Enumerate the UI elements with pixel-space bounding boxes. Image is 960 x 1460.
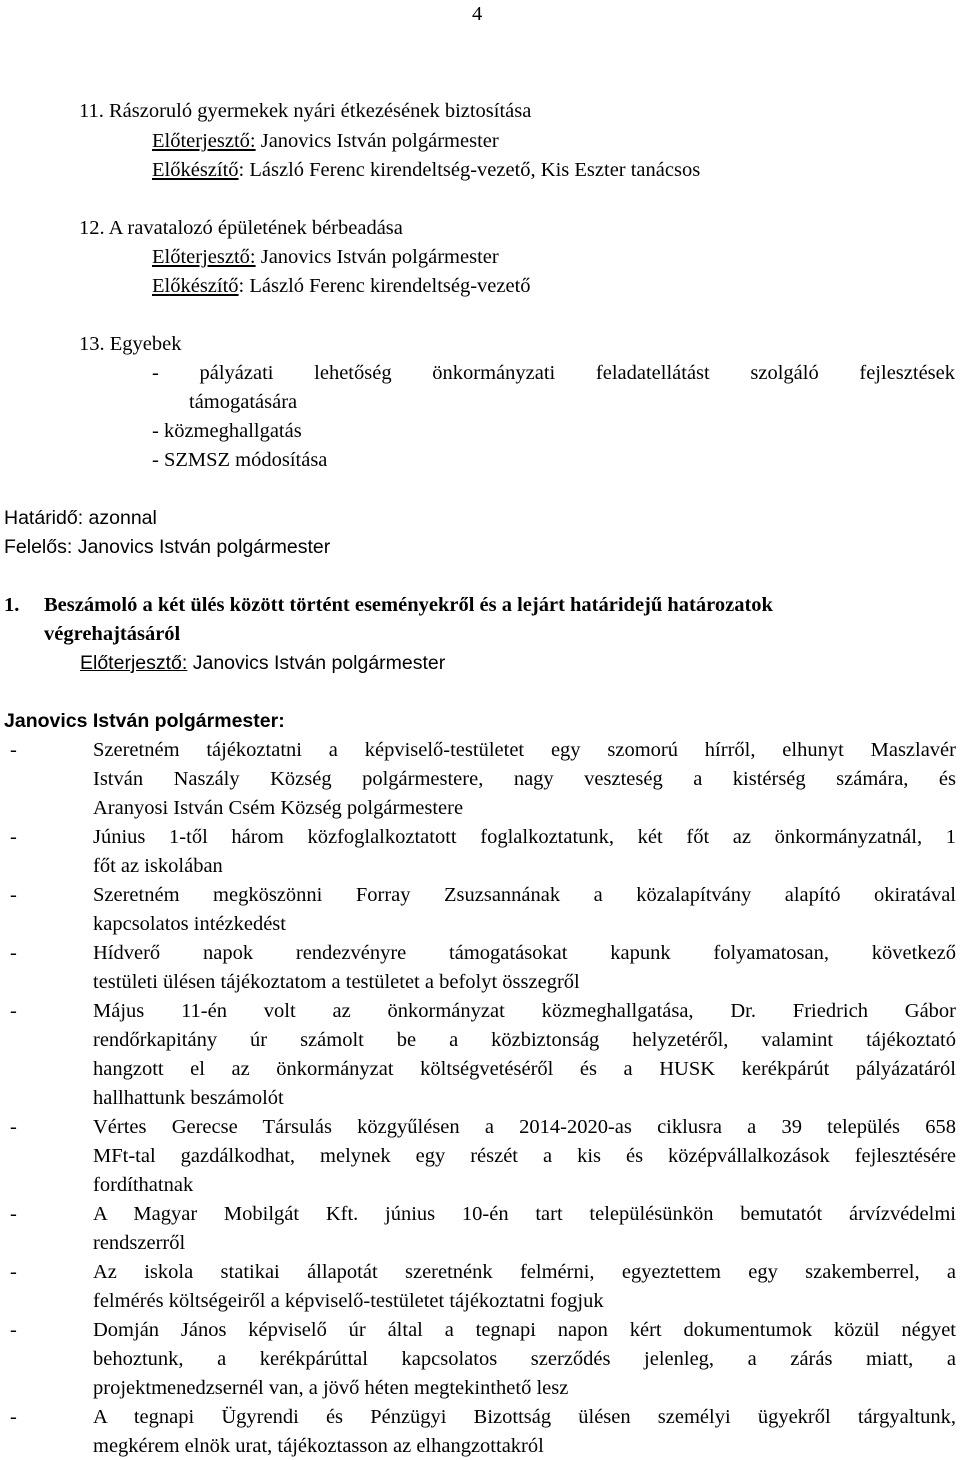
presenter-name: Janovics István polgármester — [255, 130, 499, 152]
bullet-text-line: Június 1-től három közfoglalkoztatott foglalkoztatunk, két főt az önkormányzatnál, 1 — [93, 826, 956, 848]
bullet-dash: - — [10, 942, 17, 964]
bullet-dash: - — [10, 826, 17, 848]
preparer-name: : László Ferenc kirendeltség-vezető, Kis Eszter tanácsos — [238, 159, 701, 181]
bullet-text-line: felmérés költségeiről a képviselő-testületet tájékoztatni fogjuk — [93, 1290, 604, 1312]
bullet-text-line: kapcsolatos intézkedést — [93, 913, 286, 935]
responsible: Felelős: Janovics István polgármester — [4, 536, 331, 558]
agenda-item-13-title: 13. Egyebek — [79, 333, 182, 355]
bullet-text-line: István Naszály Község polgármestere, nagy veszteség a kistérség számára, és — [93, 768, 956, 790]
agenda-item-13-sub3: - SZMSZ módosítása — [152, 449, 328, 471]
bullet-text-line: MFt-tal gazdálkodhat, melynek egy részét a kis és középvállalkozások fejlesztésére — [93, 1145, 956, 1167]
bullet-text-line: Vértes Gerecse Társulás közgyűlésen a 2014-2020-as ciklusra a 39 település 658 — [93, 1116, 956, 1138]
bullet-dash: - — [10, 1261, 17, 1283]
presenter-label: Előterjesztő: — [152, 246, 256, 268]
section-1-number: 1. — [4, 594, 20, 616]
bullet-text-line: Aranyosi István Csém Község polgármestere — [93, 797, 464, 819]
bullet-text-line: projektmenedzsernél van, a jövő héten megtekinthető lesz — [93, 1377, 569, 1399]
speaker-label: Janovics István polgármester: — [4, 710, 285, 732]
page-number: 4 — [472, 3, 483, 25]
bullet-text-line: Szeretném tájékoztatni a képviselő-testületet egy szomorú hírről, elhunyt Maszlavér — [93, 739, 956, 761]
bullet-text-line: hallhattunk beszámolót — [93, 1087, 284, 1109]
agenda-item-12-title: 12. A ravatalozó épületének bérbeadása — [79, 217, 403, 239]
bullet-text-line: A Magyar Mobilgát Kft. június 10-én tart településünkön bemutatót árvízvédelmi — [93, 1203, 956, 1225]
bullet-dash: - — [10, 739, 17, 761]
bullet-dash: - — [10, 884, 17, 906]
presenter-label: Előterjesztő: — [80, 652, 188, 674]
agenda-item-13-sub1-cont: támogatására — [189, 391, 298, 413]
bullet-dash: - — [10, 1319, 17, 1341]
agenda-item-12-presenter — [152, 243, 499, 271]
bullet-text-line: megkérem elnök urat, tájékoztasson az elhangzottakról — [93, 1435, 544, 1457]
bullet-text-line: Domján János képviselő úr által a tegnapi napon kért dokumentumok közül négyet — [93, 1319, 956, 1341]
bullet-text-line: rendőrkapitány úr számolt be a közbiztonság helyzetéről, valamint tájékoztató — [93, 1029, 956, 1051]
bullet-dash: - — [10, 1406, 17, 1428]
preparer-name: : László Ferenc kirendeltség-vezető — [238, 275, 531, 297]
bullet-text-line: Szeretném megköszönni Forray Zsuzsannának a közalapítvány alapító okiratával — [93, 884, 956, 906]
bullet-text-line: főt az iskolában — [93, 855, 223, 877]
bullet-text-line: testületi ülésen tájékoztatom a testületet a befolyt összegről — [93, 971, 580, 993]
presenter-name: Janovics István polgármester — [187, 652, 446, 674]
section-1-title-line1: Beszámoló a két ülés között történt eseményekről és a lejárt határidejű határozatok — [44, 594, 773, 616]
bullet-text-line: behoztunk, a kerékpárúttal kapcsolatos szerződés jelenleg, a zárás miatt, a — [93, 1348, 956, 1370]
agenda-item-12-preparer — [152, 272, 531, 300]
agenda-item-11-presenter — [152, 127, 499, 155]
presenter-label: Előterjesztő: — [152, 130, 256, 152]
agenda-item-11-title: 11. Rászoruló gyermekek nyári étkezésének biztosítása — [79, 100, 532, 122]
bullet-dash: - — [10, 1116, 17, 1138]
section-1-presenter — [80, 649, 445, 677]
section-1-title-cont: végrehajtásáról — [44, 623, 181, 645]
bullet-dash: - — [10, 1000, 17, 1022]
preparer-label: Előkészítő — [152, 275, 239, 297]
bullet-text-line: Május 11-én volt az önkormányzat közmeghallgatása, Dr. Friedrich Gábor — [93, 1000, 956, 1022]
agenda-item-13-sub1: - pályázati lehetőség önkormányzati feladatellátást szolgáló fejlesztések — [152, 362, 955, 384]
bullet-text-line: Hídverő napok rendezvényre támogatásokat kapunk folyamatosan, következő — [93, 942, 956, 964]
agenda-item-13-sub2: - közmeghallgatás — [152, 420, 302, 442]
bullet-text-line: rendszerről — [93, 1232, 186, 1254]
deadline: Határidő: azonnal — [4, 507, 157, 529]
agenda-item-11-preparer — [152, 156, 700, 184]
bullet-dash: - — [10, 1203, 17, 1225]
bullet-text-line: A tegnapi Ügyrendi és Pénzügyi Bizottság ülésen személyi ügyekről tárgyaltunk, — [93, 1406, 956, 1428]
bullet-text-line: fordíthatnak — [93, 1174, 194, 1196]
presenter-name: Janovics István polgármester — [255, 246, 499, 268]
preparer-label: Előkészítő — [152, 159, 239, 181]
bullet-text-line: hangzott el az önkormányzat költségvetéséről és a HUSK kerékpárút pályázatáról — [93, 1058, 956, 1080]
section-1-title — [4, 591, 959, 619]
bullet-text-line: Az iskola statikai állapotát szeretnénk felmérni, egyeztettem egy szakemberrel, a — [93, 1261, 956, 1283]
